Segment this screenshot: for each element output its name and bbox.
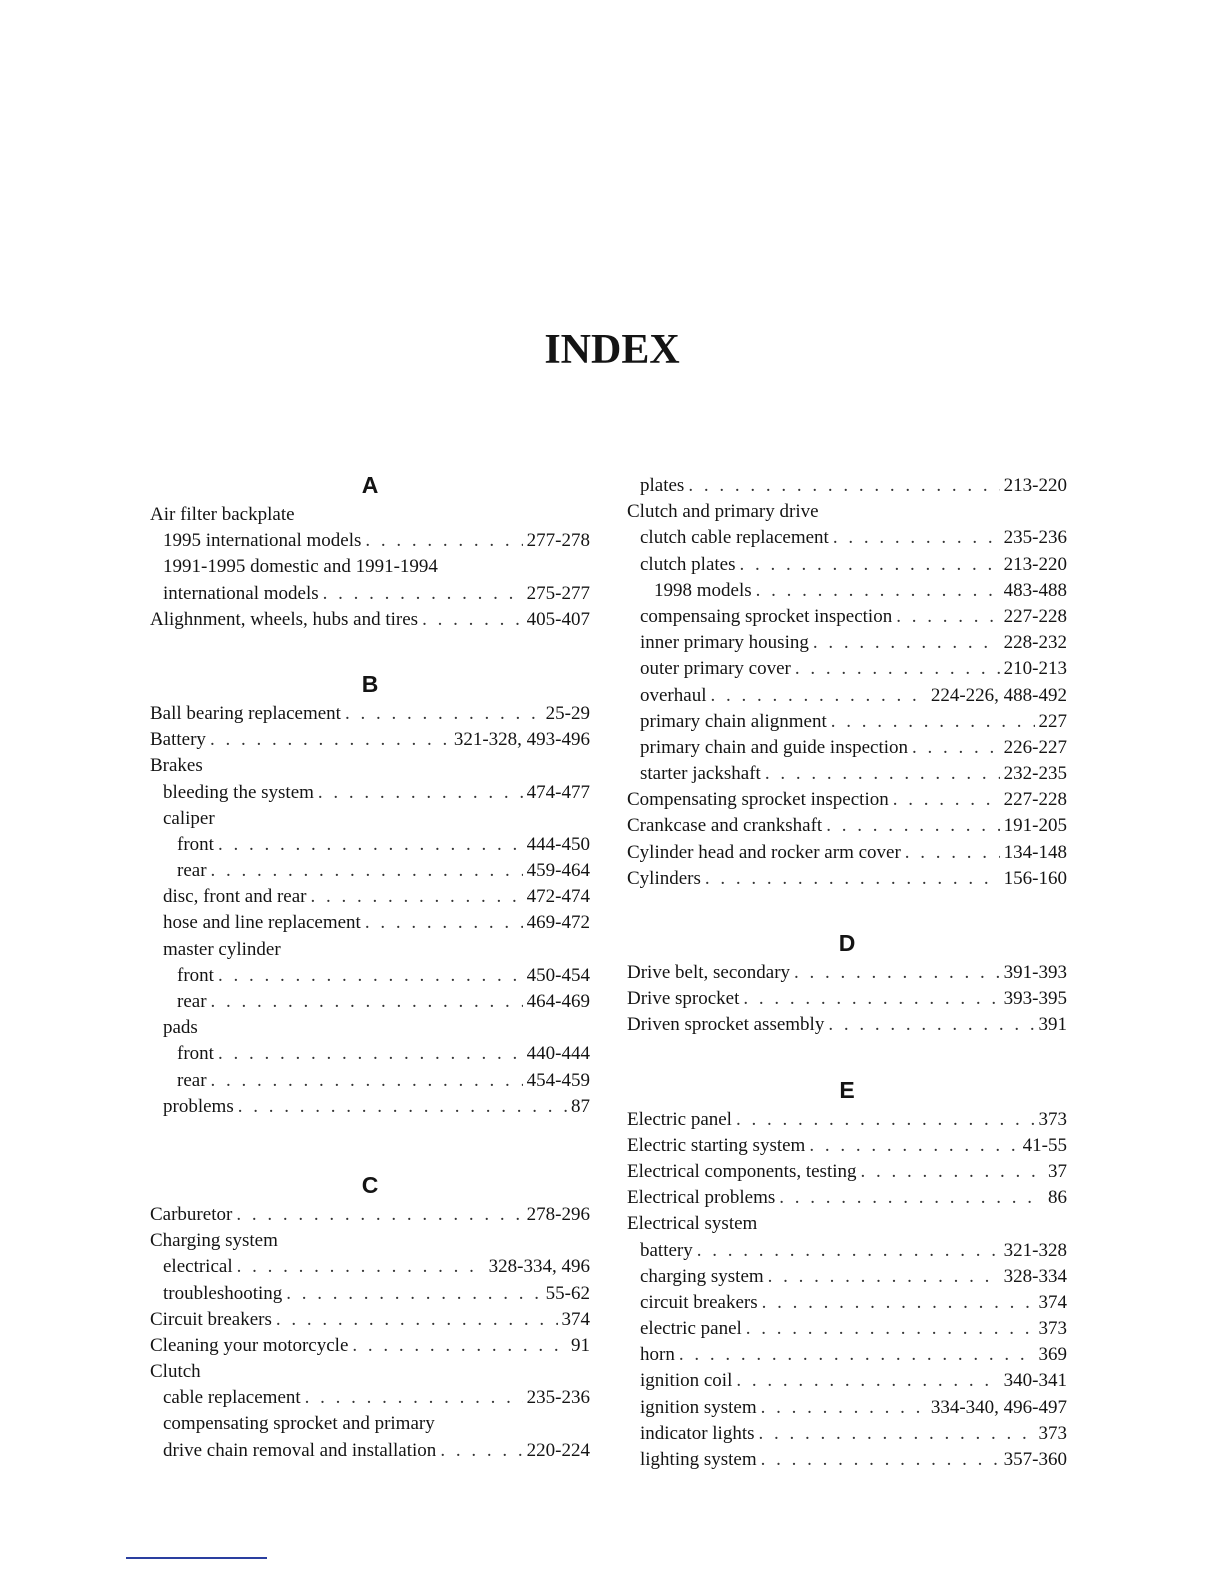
- dot-leader: [318, 780, 523, 806]
- page-title: INDEX: [544, 327, 680, 373]
- entry-text: Air filter backplate: [150, 504, 295, 525]
- index-entry: [627, 1238, 1067, 1264]
- index-entry: [627, 1290, 1067, 1316]
- index-right-column: [627, 473, 1067, 1473]
- entry-text: Driven sprocket assembly: [627, 1014, 825, 1036]
- dot-leader: [762, 1290, 1035, 1316]
- entry-pages: 405-407: [526, 608, 590, 630]
- entry-pages: 391: [1038, 1014, 1067, 1036]
- entry-pages: 86: [1048, 1187, 1067, 1209]
- entry-pages: 191-205: [1003, 815, 1067, 837]
- entry-text: front: [177, 833, 214, 855]
- entry-pages: 41-55: [1022, 1134, 1067, 1156]
- entry-text: Electric panel: [627, 1108, 732, 1130]
- entry-text: bleeding the system: [163, 781, 314, 803]
- entry-text: international models: [163, 582, 319, 604]
- index-entry: [150, 1385, 590, 1411]
- index-entry: [150, 806, 590, 832]
- index-entry: [150, 554, 590, 580]
- entry-pages: 474-477: [526, 781, 590, 803]
- entry-text: indicator lights: [640, 1422, 755, 1444]
- entry-pages: 464-469: [526, 991, 590, 1012]
- dot-leader: [218, 1041, 523, 1067]
- dot-leader: [779, 1185, 1044, 1211]
- dot-leader: [768, 1264, 1000, 1290]
- index-entry: [627, 960, 1067, 986]
- index-entry: [627, 552, 1067, 578]
- index-entry: [627, 1012, 1067, 1038]
- entry-text: Brakes: [150, 755, 203, 777]
- entry-pages: 373: [1038, 1422, 1067, 1444]
- entry-pages: 373: [1038, 1318, 1067, 1340]
- entry-pages: 393-395: [1003, 988, 1067, 1010]
- entry-text: compensaing sprocket inspection: [640, 605, 893, 627]
- entry-text: front: [177, 1043, 214, 1065]
- entry-pages: 277-278: [526, 530, 590, 552]
- entry-pages: 391-393: [1003, 962, 1067, 983]
- dot-leader: [705, 866, 1000, 892]
- dot-leader: [794, 960, 1000, 986]
- entry-pages: 469-472: [526, 912, 590, 934]
- index-entry: [627, 735, 1067, 761]
- dot-leader: [305, 1385, 523, 1411]
- section-letter-e: E: [839, 1076, 855, 1103]
- dot-leader: [765, 761, 1000, 787]
- entry-text: horn: [640, 1344, 675, 1366]
- entry-text: outer primary cover: [640, 658, 791, 680]
- index-entry: [627, 656, 1067, 682]
- entry-text: Battery: [150, 729, 206, 751]
- entry-pages: 374: [561, 1308, 590, 1330]
- dot-leader: [710, 683, 926, 709]
- entry-pages: 156-160: [1003, 867, 1067, 889]
- entry-text: circuit breakers: [640, 1291, 758, 1313]
- dot-leader: [912, 735, 1000, 761]
- entry-pages: 213-220: [1003, 475, 1067, 496]
- index-entry: [150, 1438, 590, 1464]
- entry-text: Alighnment, wheels, hubs and tires: [150, 608, 419, 630]
- entry-pages: 357-360: [1003, 1449, 1067, 1470]
- dot-leader: [697, 1238, 1000, 1264]
- entry-pages: 444-450: [526, 833, 590, 855]
- dot-leader: [809, 1133, 1018, 1159]
- entry-text: drive chain removal and installation: [163, 1439, 437, 1461]
- index-entry: [150, 1041, 590, 1067]
- dot-leader: [311, 884, 523, 910]
- index-entry: [627, 1447, 1067, 1473]
- dot-leader: [236, 1202, 522, 1228]
- footer-rule: [126, 1557, 267, 1559]
- index-entry: [627, 525, 1067, 551]
- dot-leader: [893, 787, 1000, 813]
- index-entry: [627, 1185, 1067, 1211]
- entry-text: Electric starting system: [627, 1134, 806, 1156]
- dot-leader: [323, 581, 523, 607]
- dot-leader: [352, 1333, 567, 1359]
- entry-pages: 91: [571, 1334, 590, 1356]
- dot-leader: [761, 1395, 927, 1421]
- entry-pages: 134-148: [1003, 841, 1067, 863]
- entry-text: Cylinder head and rocker arm cover: [627, 841, 901, 863]
- dot-leader: [736, 1368, 999, 1394]
- entry-text: Cleaning your motorcycle: [150, 1334, 349, 1356]
- dot-leader: [831, 709, 1035, 735]
- dot-leader: [736, 1107, 1035, 1133]
- entry-text: master cylinder: [163, 938, 281, 960]
- entry-text: electrical: [163, 1256, 233, 1278]
- index-entry: [627, 709, 1067, 735]
- entry-text: ignition coil: [640, 1370, 733, 1392]
- dot-leader: [833, 525, 1000, 551]
- entry-text: clutch plates: [640, 553, 736, 575]
- index-entry: [150, 1281, 590, 1307]
- index-entry: [627, 1421, 1067, 1447]
- dot-leader: [756, 578, 1000, 604]
- dot-leader: [740, 552, 1000, 578]
- index-entry: [150, 1068, 590, 1094]
- entry-text: problems: [163, 1095, 234, 1117]
- entry-pages: 227: [1038, 710, 1067, 732]
- index-entry: [150, 502, 590, 528]
- entry-pages: 37: [1048, 1160, 1067, 1182]
- dot-leader: [237, 1254, 485, 1280]
- entry-text: caliper: [163, 807, 215, 829]
- index-entry: [627, 630, 1067, 656]
- index-entry: [627, 986, 1067, 1012]
- entry-text: rear: [177, 991, 207, 1012]
- index-entry: [150, 1228, 590, 1254]
- index-entry: [627, 1264, 1067, 1290]
- entry-pages: 227-228: [1003, 789, 1067, 811]
- dot-leader: [345, 701, 542, 727]
- entry-text: overhaul: [640, 684, 707, 706]
- entry-text: Crankcase and crankshaft: [627, 815, 823, 837]
- entry-pages: 472-474: [526, 886, 590, 908]
- index-entry: [627, 1316, 1067, 1342]
- index-entry: [150, 727, 590, 753]
- dot-leader: [743, 986, 999, 1012]
- entry-text: compensating sprocket and primary: [163, 1413, 435, 1435]
- dot-leader: [276, 1307, 558, 1333]
- index-entry: [150, 1015, 590, 1041]
- entry-text: 1995 international models: [163, 530, 362, 552]
- entry-pages: 232-235: [1003, 763, 1067, 785]
- entry-pages: 275-277: [526, 582, 590, 604]
- entry-pages: 25-29: [545, 702, 590, 724]
- entry-pages: 374: [1038, 1291, 1067, 1313]
- entry-pages: 340-341: [1003, 1370, 1067, 1392]
- entry-pages: 224-226, 488-492: [930, 684, 1067, 706]
- dot-leader: [759, 1421, 1035, 1447]
- entry-text: front: [177, 964, 214, 986]
- section-letter-a: A: [361, 472, 379, 498]
- index-left-column: [150, 470, 590, 1464]
- index-entry: [627, 761, 1067, 787]
- index-entry: [627, 1159, 1067, 1185]
- entry-text: Carburetor: [150, 1203, 233, 1225]
- dot-leader: [218, 832, 523, 858]
- entry-pages: 278-296: [526, 1203, 590, 1225]
- index-entry: [150, 989, 590, 1015]
- index-entry: [150, 832, 590, 858]
- entry-pages: 220-224: [526, 1439, 590, 1461]
- entry-text: rear: [177, 1069, 207, 1091]
- entry-pages: 87: [571, 1095, 590, 1117]
- entry-text: Charging system: [150, 1230, 278, 1252]
- dot-leader: [905, 840, 1000, 866]
- index-entry: [627, 1342, 1067, 1368]
- entry-text: Drive sprocket: [627, 988, 740, 1010]
- entry-text: Circuit breakers: [150, 1308, 272, 1330]
- entry-text: clutch cable replacement: [640, 527, 829, 549]
- entry-text: 1991-1995 domestic and 1991-1994: [163, 556, 438, 578]
- index-entry: [627, 1107, 1067, 1133]
- entry-pages: 55-62: [545, 1282, 590, 1304]
- entry-pages: 369: [1038, 1344, 1067, 1366]
- index-entry: [150, 963, 590, 989]
- section-letter-c: C: [361, 1171, 379, 1198]
- dot-leader: [828, 1012, 1034, 1038]
- entry-text: rear: [177, 860, 207, 882]
- dot-leader: [440, 1438, 522, 1464]
- dot-leader: [218, 963, 523, 989]
- index-entry: [627, 1133, 1067, 1159]
- index-entry: [627, 787, 1067, 813]
- entry-text: Electrical system: [627, 1213, 758, 1235]
- entry-text: Compensating sprocket inspection: [627, 789, 889, 811]
- entry-pages: 235-236: [526, 1387, 590, 1409]
- entry-pages: 235-236: [1003, 527, 1067, 549]
- index-entry: [150, 1307, 590, 1333]
- entry-text: ignition system: [640, 1396, 757, 1418]
- entry-pages: 328-334, 496: [488, 1256, 590, 1278]
- entry-pages: 373: [1038, 1108, 1067, 1130]
- dot-leader: [795, 656, 1000, 682]
- dot-leader: [826, 813, 999, 839]
- entry-text: pads: [163, 1017, 198, 1039]
- index-entry: [150, 753, 590, 779]
- entry-text: Electrical components, testing: [627, 1160, 857, 1182]
- index-entry: [150, 858, 590, 884]
- index-entry: [627, 866, 1067, 892]
- entry-pages: 459-464: [526, 860, 590, 882]
- entry-text: Clutch: [150, 1361, 201, 1383]
- entry-text: electric panel: [640, 1318, 742, 1340]
- entry-text: inner primary housing: [640, 632, 809, 654]
- index-entry: [627, 604, 1067, 630]
- dot-leader: [422, 607, 523, 633]
- dot-leader: [238, 1094, 567, 1120]
- dot-leader: [761, 1447, 1000, 1473]
- dot-leader: [211, 858, 523, 884]
- index-entry: [627, 1211, 1067, 1237]
- index-entry: [627, 578, 1067, 604]
- entry-text: starter jackshaft: [640, 763, 761, 785]
- dot-leader: [211, 1068, 523, 1094]
- entry-text: plates: [640, 475, 685, 496]
- entry-text: primary chain alignment: [640, 710, 827, 732]
- entry-pages: 334-340, 496-497: [930, 1396, 1067, 1418]
- entry-pages: 440-444: [526, 1043, 590, 1065]
- dot-leader: [746, 1316, 1035, 1342]
- index-entry: [150, 910, 590, 936]
- index-entry: [627, 473, 1067, 499]
- entry-pages: 210-213: [1003, 658, 1067, 680]
- entry-text: 1998 models: [654, 579, 752, 601]
- dot-leader: [896, 604, 999, 630]
- index-entry: [150, 1411, 590, 1437]
- index-entry: [627, 1368, 1067, 1394]
- index-entry: [150, 937, 590, 963]
- index-entry: [627, 683, 1067, 709]
- section-letter-b: B: [361, 670, 379, 697]
- entry-text: primary chain and guide inspection: [640, 736, 909, 758]
- entry-text: cable replacement: [163, 1387, 301, 1409]
- entry-text: charging system: [640, 1265, 764, 1287]
- dot-leader: [211, 989, 523, 1015]
- index-entry: [150, 701, 590, 727]
- index-entry: [150, 1094, 590, 1120]
- dot-leader: [286, 1281, 541, 1307]
- dot-leader: [365, 528, 522, 554]
- index-entry: [627, 1395, 1067, 1421]
- index-entry: [150, 528, 590, 554]
- index-entry: [150, 581, 590, 607]
- index-entry: [150, 1359, 590, 1385]
- index-entry: [150, 884, 590, 910]
- dot-leader: [679, 1342, 1035, 1368]
- entry-text: battery: [640, 1239, 693, 1261]
- dot-leader: [210, 727, 450, 753]
- entry-pages: 321-328, 493-496: [453, 729, 590, 751]
- entry-pages: 454-459: [526, 1069, 590, 1091]
- entry-pages: 227-228: [1003, 605, 1067, 627]
- entry-pages: 213-220: [1003, 553, 1067, 575]
- entry-pages: 328-334: [1003, 1265, 1067, 1287]
- dot-leader: [688, 473, 999, 499]
- entry-pages: 321-328: [1003, 1239, 1067, 1261]
- entry-text: hose and line replacement: [163, 912, 361, 934]
- dot-leader: [365, 910, 523, 936]
- entry-pages: 450-454: [526, 964, 590, 986]
- entry-text: troubleshooting: [163, 1282, 283, 1304]
- index-entry: [150, 1202, 590, 1228]
- index-entry: [627, 499, 1067, 525]
- entry-text: Cylinders: [627, 867, 701, 889]
- index-entry: [627, 813, 1067, 839]
- entry-text: disc, front and rear: [163, 886, 307, 908]
- index-entry: [627, 840, 1067, 866]
- entry-pages: 228-232: [1003, 632, 1067, 654]
- index-entry: [150, 780, 590, 806]
- entry-text: Ball bearing replacement: [150, 702, 341, 724]
- dot-leader: [813, 630, 1000, 656]
- entry-pages: 483-488: [1003, 579, 1067, 601]
- index-entry: [150, 1254, 590, 1280]
- section-letter-d: D: [838, 930, 856, 956]
- entry-text: Clutch and primary drive: [627, 501, 819, 523]
- entry-pages: 226-227: [1003, 736, 1067, 758]
- entry-text: Drive belt, secondary: [627, 962, 791, 983]
- index-entry: [150, 607, 590, 633]
- entry-text: Electrical problems: [627, 1187, 776, 1209]
- index-entry: [150, 1333, 590, 1359]
- dot-leader: [861, 1159, 1044, 1185]
- entry-text: lighting system: [640, 1449, 757, 1470]
